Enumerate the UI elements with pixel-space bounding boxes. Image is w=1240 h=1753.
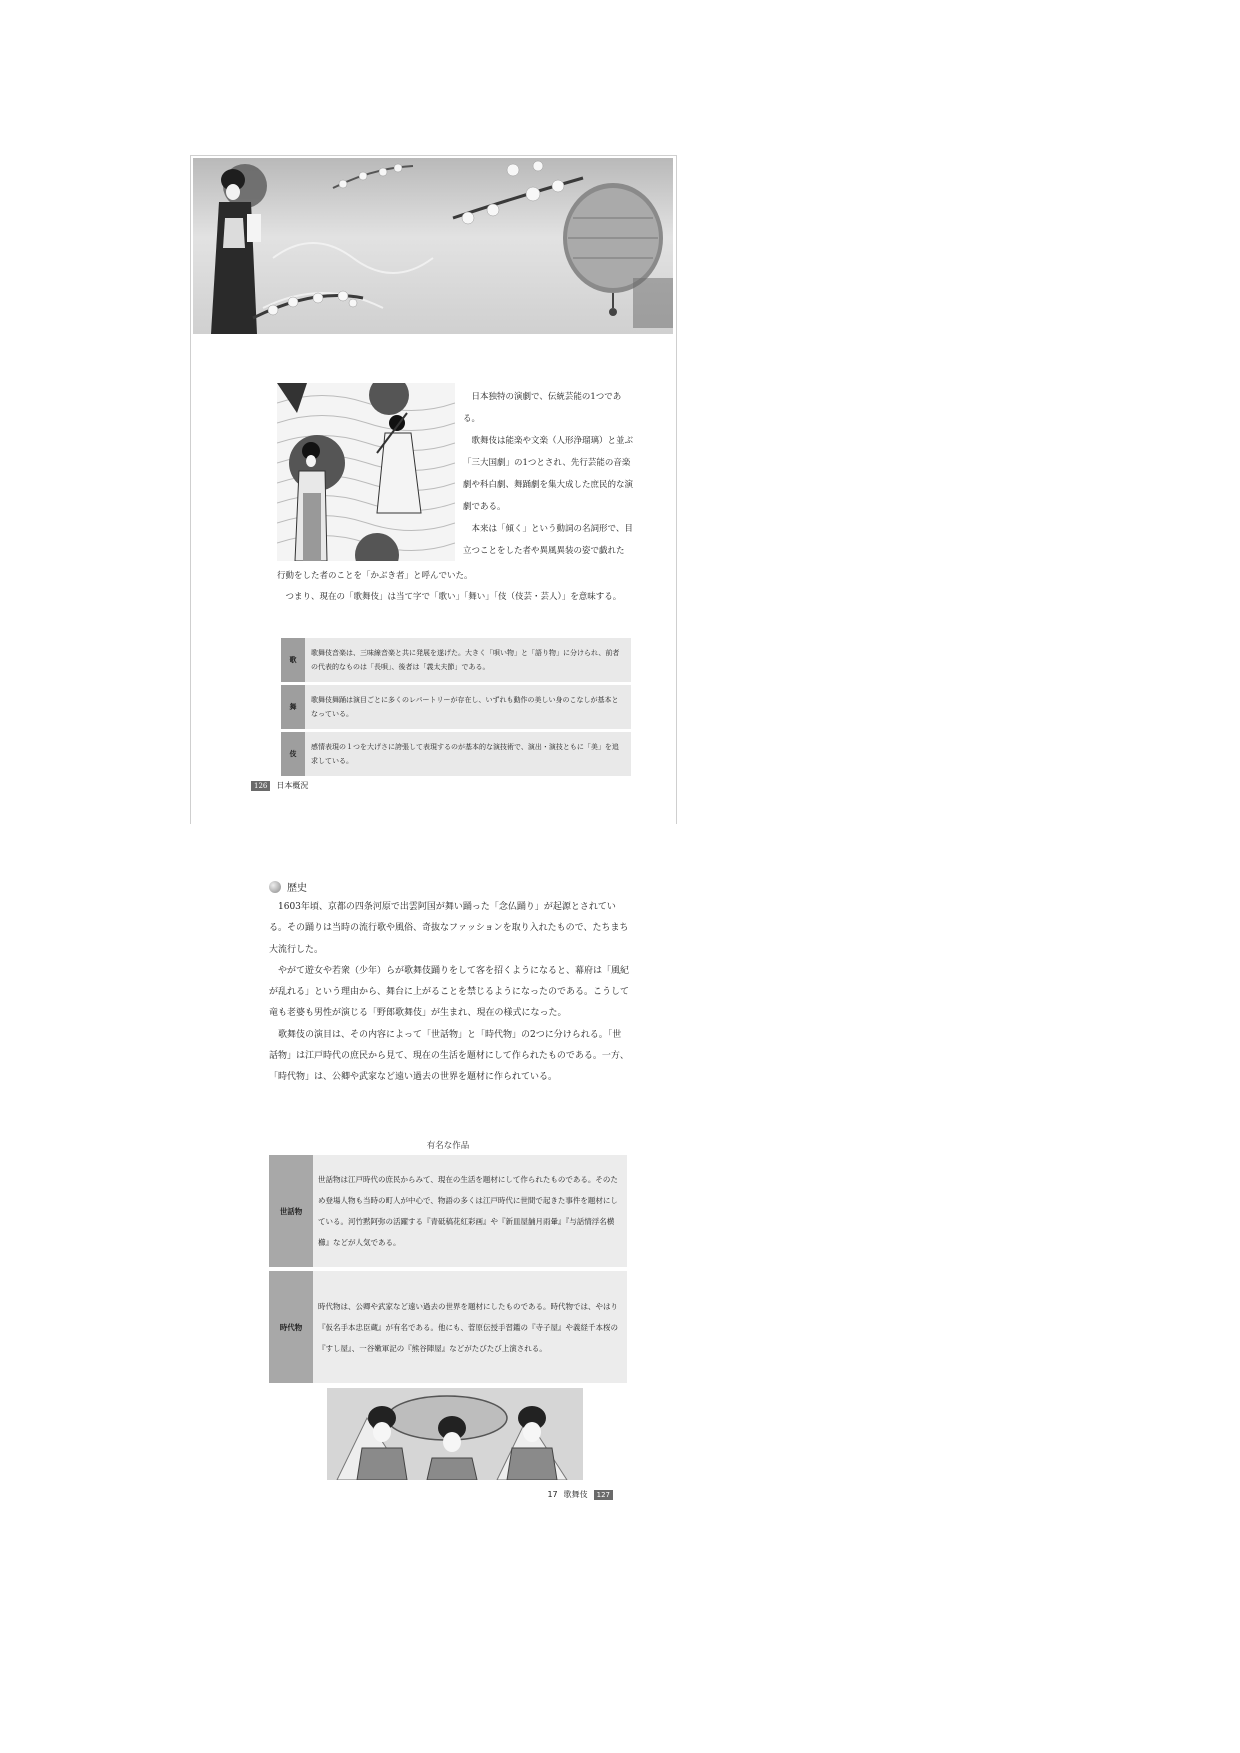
history-text [269, 897, 629, 1089]
banner-art [193, 158, 673, 334]
table-row [281, 638, 631, 684]
page-footer [547, 1489, 613, 1500]
table-key: 伎 [281, 731, 305, 777]
bullet-icon [269, 881, 281, 893]
table-key: 時代物 [269, 1269, 313, 1383]
intro-text [463, 386, 633, 562]
dancer-art [277, 383, 455, 561]
chapter-number: 17 [547, 1490, 558, 1499]
famous-works-table [269, 1155, 627, 1383]
page-127 [255, 875, 675, 1515]
table-row [281, 684, 631, 731]
page-number: 127 [594, 1490, 613, 1500]
intro-paragraph: 日本独特の演劇で、伝統芸能の1つである。 [463, 392, 622, 424]
page-footer [251, 780, 308, 791]
history-paragraph: やがて遊女や若衆（少年）らが歌舞伎踊りをして客を招くようになると、幕府は「風紀が乱れる」という理由から、舞台に上がることを禁じるようになったのである。こうして竜も老婆も男性が演じる「野郎歌舞伎」が生まれ、現在の様式になった。 [269, 965, 630, 1019]
table-row [269, 1155, 627, 1269]
table-key: 世話物 [269, 1155, 313, 1269]
table-key: 歌 [281, 638, 305, 684]
section-title: 歴史 [287, 883, 307, 894]
history-paragraph: 1603年頃、京都の四条河原で出雲阿国が舞い踊った「念仏踊り」が起源とされている。その踊りは当時の流行歌や風俗、奇抜なファッションを取り入れたもので、たちまち大流行した。 [269, 902, 629, 955]
table-row [281, 731, 631, 777]
book-title: 日本概況 [276, 781, 309, 790]
table-value: 感情表現の１つを大げさに誇張して表現するのが基本的な演技術で、演出・演技ともに「美」を追求している。 [305, 731, 631, 777]
geisha-illustration [327, 1388, 583, 1480]
intro-paragraph: つまり、現在の「歌舞伎」は当て字で「歌い」「舞い」「伎（伎芸・芸人）」を意味する。 [285, 592, 622, 602]
section-heading [269, 879, 307, 894]
table-row [269, 1269, 627, 1383]
banner-illustration [193, 158, 673, 334]
table-key: 舞 [281, 684, 305, 731]
chapter-title: 歌舞伎 [563, 1490, 588, 1499]
table-value: 時代物は、公卿や武家など遠い過去の世界を題材にしたものである。時代物では、やはり『仮名手本忠臣蔵』が有名である。他にも、菅原伝授手習鑑の『寺子屋』や義経千本桜の『すし屋』、一谷嫩軍記の『熊谷陣屋』などがたびたび上演される。 [313, 1269, 627, 1383]
dancer-illustration [277, 383, 455, 561]
intro-continuation [277, 566, 632, 608]
kabuki-meaning-table [281, 638, 631, 776]
table-value: 歌舞伎舞踊は演目ごとに多くのレパートリーが存在し、いずれも動作の美しい身のこなしが基本となっている。 [305, 684, 631, 731]
intro-paragraph: 歌舞伎は能楽や文楽（人形浄瑠璃）と並ぶ「三大国劇」の1つとされ、先行芸能の音楽劇や科白劇、舞踊劇を集大成した庶民的な演劇である。 [463, 436, 634, 512]
intro-paragraph: 本来は「傾く」という動詞の名詞形で、目立つことをした者や異風異装の姿で戯れた [463, 524, 633, 556]
page-number: 126 [251, 781, 270, 791]
table-value: 世話物は江戸時代の庶民からみて、現在の生活を題材にして作られたものである。そのため登場人物も当時の町人が中心で、物語の多くは江戸時代に世間で起きた事件を題材にしている。河竹黙阿弥の活躍する『青砥稿花紅彩画』や『新皿屋舗月雨暈』『与話情浮名横櫛』などが人気である。 [313, 1155, 627, 1269]
history-paragraph: 歌舞伎の演目は、その内容によって「世話物」と「時代物」の2つに分けられる。「世話物」は江戸時代の庶民から見て、現在の生活を題材にして作られたものである。一方、「時代物」は、公卿や武家など遠い過去の世界を題材に作られている。 [269, 1029, 629, 1083]
geisha-art [327, 1388, 583, 1480]
page-126 [190, 155, 677, 824]
table-value: 歌舞伎音楽は、三味線音楽と共に発展を遂げた。大きく「唄い物」と「語り物」に分けられ、前者の代表的なものは「長唄」、後者は「義太夫節」である。 [305, 638, 631, 684]
intro-paragraph: 行動をした者のことを「かぶき者」と呼んでいた。 [277, 571, 473, 581]
table-title: 有名な作品 [426, 1141, 470, 1151]
